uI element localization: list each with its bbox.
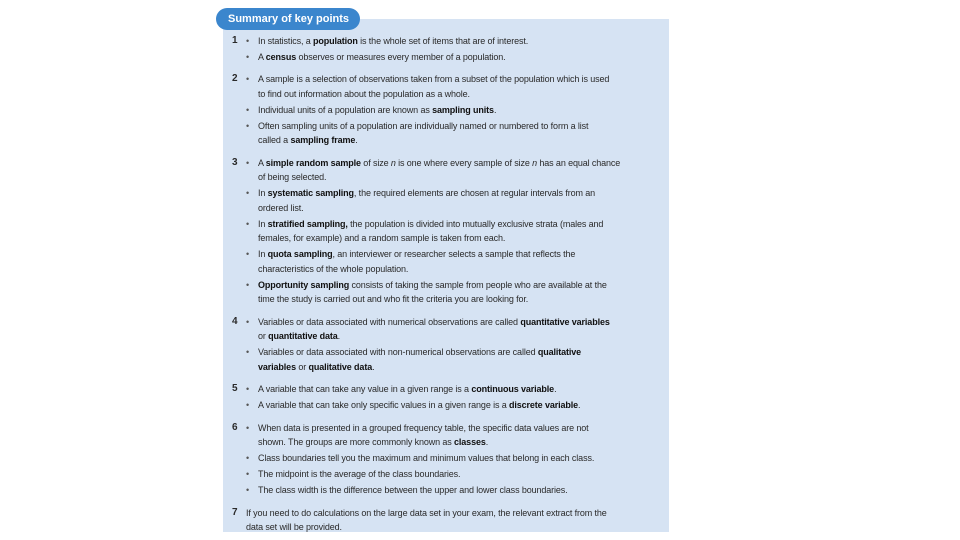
key-point-bullet [230,34,670,49]
key-point-number: 5 [232,383,238,394]
text-line [258,421,670,436]
bullet-dot-icon: • [246,120,250,131]
text-line [258,34,670,49]
text-line [258,133,670,148]
key-point-bullet [230,72,670,101]
bold-term: qualitative data [308,361,373,372]
text-segment: . [355,135,358,145]
key-point-bullet [230,467,670,482]
bullet-dot-icon: • [246,422,250,433]
text-line [258,345,670,360]
key-point-group [230,72,670,148]
bold-term: quantitative variables [520,316,610,327]
key-point-number: 1 [232,34,238,46]
text-segment: Variables or data associated with numerical observations are called [258,316,521,327]
bold-term: quantitative data [268,331,338,341]
text-segment: Often sampling units of a population are individually named or numbered to form a list [258,120,589,131]
text-line [258,262,670,277]
text-segment: characteristics of the whole population. [258,263,409,274]
text-segment: A variable that can take any value in a given range is a [258,384,472,394]
text-segment: the population is divided into mutually exclusive strata (males and [347,218,604,229]
key-point-number: 6 [232,421,238,433]
key-point-bullet [230,451,670,466]
text-line [258,315,670,330]
key-point-bullet [230,483,670,498]
text-line [258,217,670,232]
bold-term: classes [454,437,486,447]
text-line [258,435,670,450]
key-point-group [230,34,670,65]
text-line [258,329,670,344]
bullet-dot-icon: • [246,35,250,46]
text-line [258,231,670,246]
bullet-dot-icon: • [246,249,250,259]
bold-term: sampling frame [290,135,356,145]
key-point-group [230,156,670,307]
text-segment: In statistics, a [258,35,313,46]
key-point-bullet [230,345,670,374]
text-line [258,278,670,293]
text-line [258,292,670,307]
key-point-number: 4 [232,315,238,327]
bold-term: continuous variable [471,384,555,394]
text-segment: . [337,331,341,341]
bullet-dot-icon: • [246,469,250,479]
text-segment: Individual units of a population are known as [258,104,433,115]
text-line [258,87,670,102]
bullet-dot-icon: • [246,157,250,168]
text-segment: Variables or data associated with non-numerical observations are called [258,347,538,357]
text-segment: In [258,218,268,229]
text-line [246,506,670,521]
text-segment: In [258,188,268,198]
key-point-group [230,421,670,498]
text-segment: ordered list. [258,202,304,213]
text-segment: called a [258,135,291,145]
text-segment: . [372,361,375,372]
text-segment: females, for example) and a random sample is taken from each. [258,233,506,243]
key-point-bullet [230,247,670,276]
key-point-bullet [230,421,670,450]
bullet-dot-icon: • [246,384,250,394]
bold-term: census [265,51,297,62]
bullet-dot-icon: • [246,51,250,62]
text-segment: data set will be provided. [246,522,342,532]
text-line [258,467,670,482]
key-point-group [230,506,670,535]
key-point-bullet [230,506,670,535]
text-line [258,156,670,171]
text-line [246,520,670,535]
text-line [258,72,670,87]
key-point-group [230,315,670,375]
key-point-bullet [230,119,670,148]
key-point-bullet [230,50,670,65]
key-points-list [230,32,670,535]
key-point-bullet [230,217,670,246]
bold-term: qualitative [537,347,582,357]
bold-term: variables [258,361,296,372]
bold-term: sampling units [432,104,494,115]
text-segment: A variable that can take only specific values in a given range is a [258,400,509,410]
text-segment: has an equal chance [537,157,621,168]
bullet-dot-icon: • [246,316,250,327]
text-segment: Class boundaries tell you the maximum and minimum values that belong in each class. [258,453,595,463]
text-segment: In [258,249,268,259]
text-segment: or [295,361,309,372]
key-point-group [230,382,670,413]
text-segment: . [578,400,581,410]
key-point-number: 3 [232,156,238,168]
text-line [258,483,670,498]
text-line [258,451,670,466]
text-segment: or [258,331,269,341]
bullet-dot-icon: • [246,218,250,229]
text-segment: The class width is the difference between the upper and lower class boundaries. [258,485,568,495]
key-point-bullet [230,382,670,397]
text-segment: . [493,104,497,115]
key-point-number: 2 [232,73,238,84]
bold-term: systematic sampling [267,188,354,198]
text-line [258,398,670,413]
text-line [258,382,670,397]
text-line [258,186,670,201]
text-line [258,247,670,262]
text-segment: of being selected. [258,172,327,182]
bold-term: population [312,35,358,46]
text-line [258,170,670,185]
text-segment: A sample is a selection of observations taken from a subset of the population which is used [258,74,610,84]
key-point-bullet [230,278,670,307]
text-segment: observes or measures every member of a population. [296,51,506,62]
text-segment: n [390,157,396,168]
text-line [258,360,670,375]
bold-term: Opportunity sampling [258,279,350,290]
text-line [258,103,670,118]
bold-term: stratified sampling, [267,218,348,229]
bullet-dot-icon: • [246,104,250,115]
key-point-bullet [230,103,670,118]
text-segment: A [258,157,266,168]
key-point-bullet [230,398,670,413]
text-segment: , an interviewer or researcher selects a sample that reflects the [332,249,576,259]
bullet-dot-icon: • [246,347,250,357]
text-segment: time the study is carried out and who fit the criteria you are looking for. [258,294,529,304]
bullet-dot-icon: • [246,188,250,198]
text-segment: shown. The groups are more commonly known as [258,437,455,447]
bullet-dot-icon: • [246,453,250,463]
bullet-dot-icon: • [246,400,250,410]
text-segment: is the whole set of items that are of interest. [357,35,529,46]
text-segment: The midpoint is the average of the class boundaries. [258,469,461,479]
text-segment: n [532,157,538,168]
text-segment: When data is presented in a grouped frequency table, the specific data values are not [258,422,589,433]
key-point-bullet [230,186,670,215]
text-segment: , the required elements are chosen at regular intervals from an [353,188,595,198]
text-segment: . [485,437,489,447]
key-point-number: 7 [232,506,238,518]
text-segment: to find out information about the population as a whole. [258,88,470,99]
summary-title: Summary of key points [216,8,360,30]
bullet-dot-icon: • [246,74,250,84]
bold-term: quota sampling [267,249,333,259]
key-point-bullet [230,156,670,185]
bullet-dot-icon: • [246,279,250,290]
text-line [258,50,670,65]
text-segment: is one where every sample of size [395,157,533,168]
text-line [258,201,670,216]
text-segment: of size [360,157,391,168]
text-segment: If you need to do calculations on the large data set in your exam, the relevant extract from the [246,507,607,518]
bullet-dot-icon: • [246,485,250,495]
key-point-bullet [230,315,670,344]
text-segment: consists of taking the sample from people who are available at the [349,279,607,290]
text-segment: A [258,51,266,62]
text-segment: . [554,384,557,394]
text-line [258,119,670,134]
bold-term: simple random sample [265,157,361,168]
bold-term: discrete variable [509,400,579,410]
